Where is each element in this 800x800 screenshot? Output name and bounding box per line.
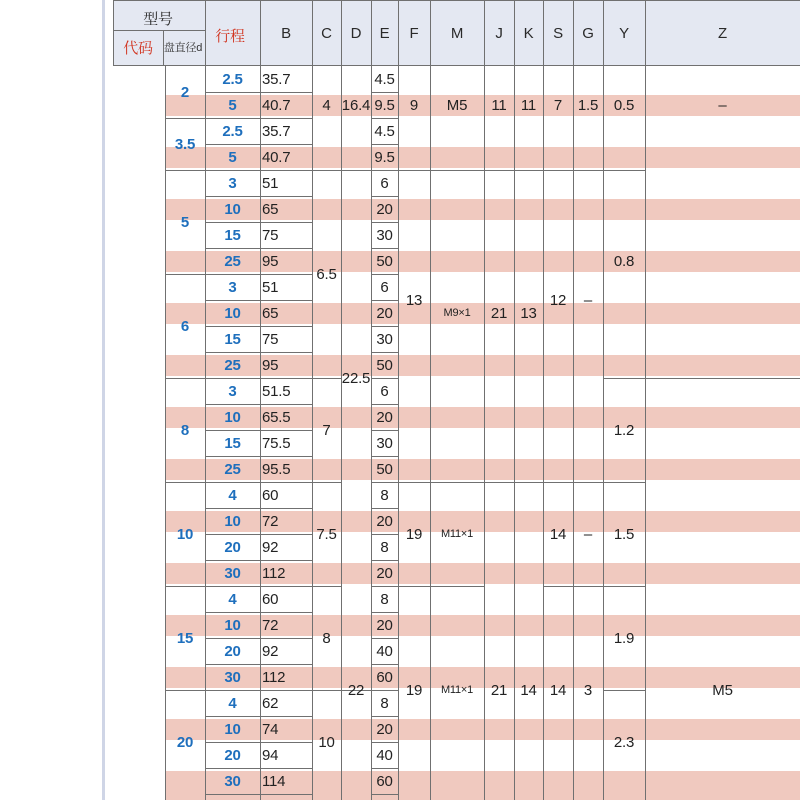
header-bore-text: 直径d [174,42,203,54]
stroke-cell: 25 [224,252,241,270]
block-line [398,170,430,171]
merged-s: 7 [553,96,563,114]
header-col-k: K [523,24,534,42]
row-line [205,794,312,795]
stroke-cell: 10 [224,408,241,426]
block-line [603,586,645,587]
e-cell: 50 [376,252,393,270]
block-line [312,378,341,379]
block-line [543,170,573,171]
b-cell: 95 [262,252,279,270]
e-cell: 20 [376,616,393,634]
stroke-cell: 15 [224,434,241,452]
block-line [312,482,341,483]
merged-f: 19 [405,525,423,543]
merged-m: M11×1 [440,528,474,540]
merged-c: 7.5 [316,525,337,543]
stroke-cell: 3 [228,174,237,192]
header-model: 型号 [143,10,173,28]
stroke-cell: 20 [224,746,241,764]
merged-m: M5 [446,96,468,114]
b-cell: 72 [262,512,279,530]
merged-y: 0.5 [613,96,635,114]
header-top-line [113,0,800,1]
b-cell: 72 [262,616,279,634]
e-cell: 60 [376,772,393,790]
stroke-cell: 4 [228,694,237,712]
merged-d: 22.5 [341,369,371,387]
left-margin [0,0,102,800]
b-cell: 94 [262,746,279,764]
bore-size: 5 [180,213,190,231]
left-edge-strip [102,0,105,800]
merged-y: 1.9 [613,629,635,647]
merged-y: 1.2 [613,421,635,439]
merged-c: 6.5 [316,265,337,283]
merged-g: – [583,525,593,543]
merged-y: 2.3 [613,733,635,751]
b-cell: 40.7 [262,96,291,114]
header-col-d: D [350,24,362,42]
merged-f: 19 [405,681,423,699]
e-cell: 40 [376,642,393,660]
block-line [430,170,484,171]
b-cell: 74 [262,720,279,738]
block-line [603,690,645,691]
header-code: 代码 [123,39,153,57]
merged-f: 13 [405,291,423,309]
bore-size: 10 [176,525,194,543]
b-cell: 75 [262,330,279,348]
merged-c: 10 [318,733,335,751]
merged-k: 14 [520,681,537,699]
block-line [573,586,603,587]
stroke-cell: 5 [228,96,237,114]
b-cell: 75.5 [262,434,291,452]
e-cell: 40 [376,746,393,764]
stroke-cell: 10 [224,616,241,634]
merged-d: 22 [347,681,365,699]
block-line [514,482,543,483]
bore-size: 6 [180,317,190,335]
stroke-cell: 3 [228,382,237,400]
block-line [514,170,543,171]
b-cell: 60 [262,486,279,504]
merged-m: M9×1 [443,307,471,319]
merged-m: M11×1 [440,684,474,696]
e-cell: 30 [376,330,393,348]
stroke-cell: 25 [224,356,241,374]
e-cell: 4.5 [374,122,395,140]
e-cell: 6 [380,382,389,400]
bore-size: 8 [180,421,190,439]
stroke-cell: 5 [228,148,237,166]
block-line [430,586,484,587]
block-line [543,586,573,587]
block-line [312,690,341,691]
b-cell: 65 [262,304,279,322]
header-stroke: 行程 [215,27,245,45]
e-cell: 50 [376,460,393,478]
b-cell: 112 [262,564,286,582]
block-line [573,482,603,483]
block-line [398,482,430,483]
e-cell: 20 [376,564,393,582]
b-cell: 92 [262,642,279,660]
e-cell: 50 [376,356,393,374]
col-line [603,0,604,800]
block-line [312,586,341,587]
stroke-cell: 4 [228,590,237,608]
e-cell: 20 [376,720,393,738]
stroke-cell: 10 [224,304,241,322]
block-line [543,482,573,483]
merged-f: 9 [409,96,419,114]
e-cell: 8 [380,590,389,608]
stroke-cell: 20 [224,642,241,660]
b-cell: 65 [262,200,279,218]
merged-s: 14 [549,525,567,543]
header-col-z: Z [718,24,727,42]
e-cell: 8 [380,694,389,712]
merged-s: 14 [549,681,567,699]
stroke-cell: 2.5 [222,70,243,88]
merged-z: M5 [712,681,733,699]
header-col-g: G [582,24,594,42]
b-cell: 35.7 [262,122,291,140]
e-cell: 8 [380,486,389,504]
col-line [260,0,261,800]
merged-k: 13 [520,304,537,322]
b-cell: 65.5 [262,408,291,426]
header-col-s: S [553,24,563,42]
e-cell: 9.5 [374,96,395,114]
header-col-y: Y [619,24,629,42]
stroke-cell: 10 [224,512,241,530]
merged-y: 1.5 [613,525,635,543]
block-line [603,378,645,379]
header-col-m: M [450,24,464,42]
header-divider [113,30,205,31]
b-cell: 112 [262,668,286,686]
b-cell: 51 [262,174,279,192]
e-cell: 20 [376,512,393,530]
block-line [430,482,484,483]
merged-y: 0.8 [613,252,635,270]
merged-s: 12 [549,291,567,309]
stroke-cell: 4 [228,486,237,504]
bore-size: 15 [176,629,194,647]
e-cell: 20 [376,304,393,322]
merged-c: 7 [322,421,331,439]
b-cell: 62 [262,694,279,712]
stroke-cell: 15 [224,226,241,244]
b-cell: 35.7 [262,70,291,88]
bore-size: 3.5 [174,135,196,153]
merged-j: 21 [490,304,508,322]
block-line [341,170,371,171]
e-cell: 4.5 [374,70,395,88]
e-cell: 60 [376,668,393,686]
stroke-cell: 2.5 [222,122,243,140]
header-bore-prefix: 盘 [163,42,175,54]
block-line [645,378,800,379]
merged-c: 8 [322,629,331,647]
stroke-cell: 30 [224,564,241,582]
stroke-cell: 20 [224,538,241,556]
stroke-cell: 30 [224,772,241,790]
e-cell: 20 [376,408,393,426]
bore-size: 20 [176,733,194,751]
merged-g: – [583,291,593,309]
e-cell: 30 [376,226,393,244]
block-line [398,586,430,587]
merged-d: 16.4 [341,96,371,114]
b-cell: 92 [262,538,279,556]
merged-j: 11 [491,96,507,114]
stroke-cell: 3 [228,278,237,296]
stroke-cell: 10 [224,720,241,738]
merged-g: 1.5 [577,96,599,114]
b-cell: 95 [262,356,279,374]
merged-z: – [718,96,727,114]
e-cell: 6 [380,278,389,296]
merged-c: 4 [322,96,331,114]
stroke-cell: 25 [224,460,241,478]
merged-j: 21 [490,681,508,699]
stroke-cell: 15 [224,330,241,348]
header-bore [163,36,203,58]
header-col-j: J [495,24,503,42]
stroke-cell: 30 [224,668,241,686]
bore-size: 2 [180,83,190,101]
block-line [603,170,645,171]
e-cell: 20 [376,200,393,218]
merged-k: 11 [520,96,537,114]
b-cell: 75 [262,226,279,244]
b-cell: 114 [262,772,286,790]
stroke-cell: 10 [224,200,241,218]
block-line [312,170,341,171]
header-col-e: E [379,24,390,42]
row-line [371,794,398,795]
e-cell: 8 [380,538,389,556]
b-cell: 51.5 [262,382,291,400]
block-line [603,482,645,483]
header-col-b: B [281,24,291,42]
b-cell: 51 [262,278,279,296]
e-cell: 6 [380,174,389,192]
b-cell: 95.5 [262,460,291,478]
b-cell: 60 [262,590,279,608]
block-line [573,170,603,171]
col-line [312,0,313,800]
block-line [484,170,514,171]
e-cell: 9.5 [374,148,395,166]
merged-g: 3 [583,681,593,699]
header-col-f: F [409,24,419,42]
b-cell: 40.7 [262,148,291,166]
header-col-c: C [321,24,332,42]
block-line [484,482,514,483]
e-cell: 30 [376,434,393,452]
